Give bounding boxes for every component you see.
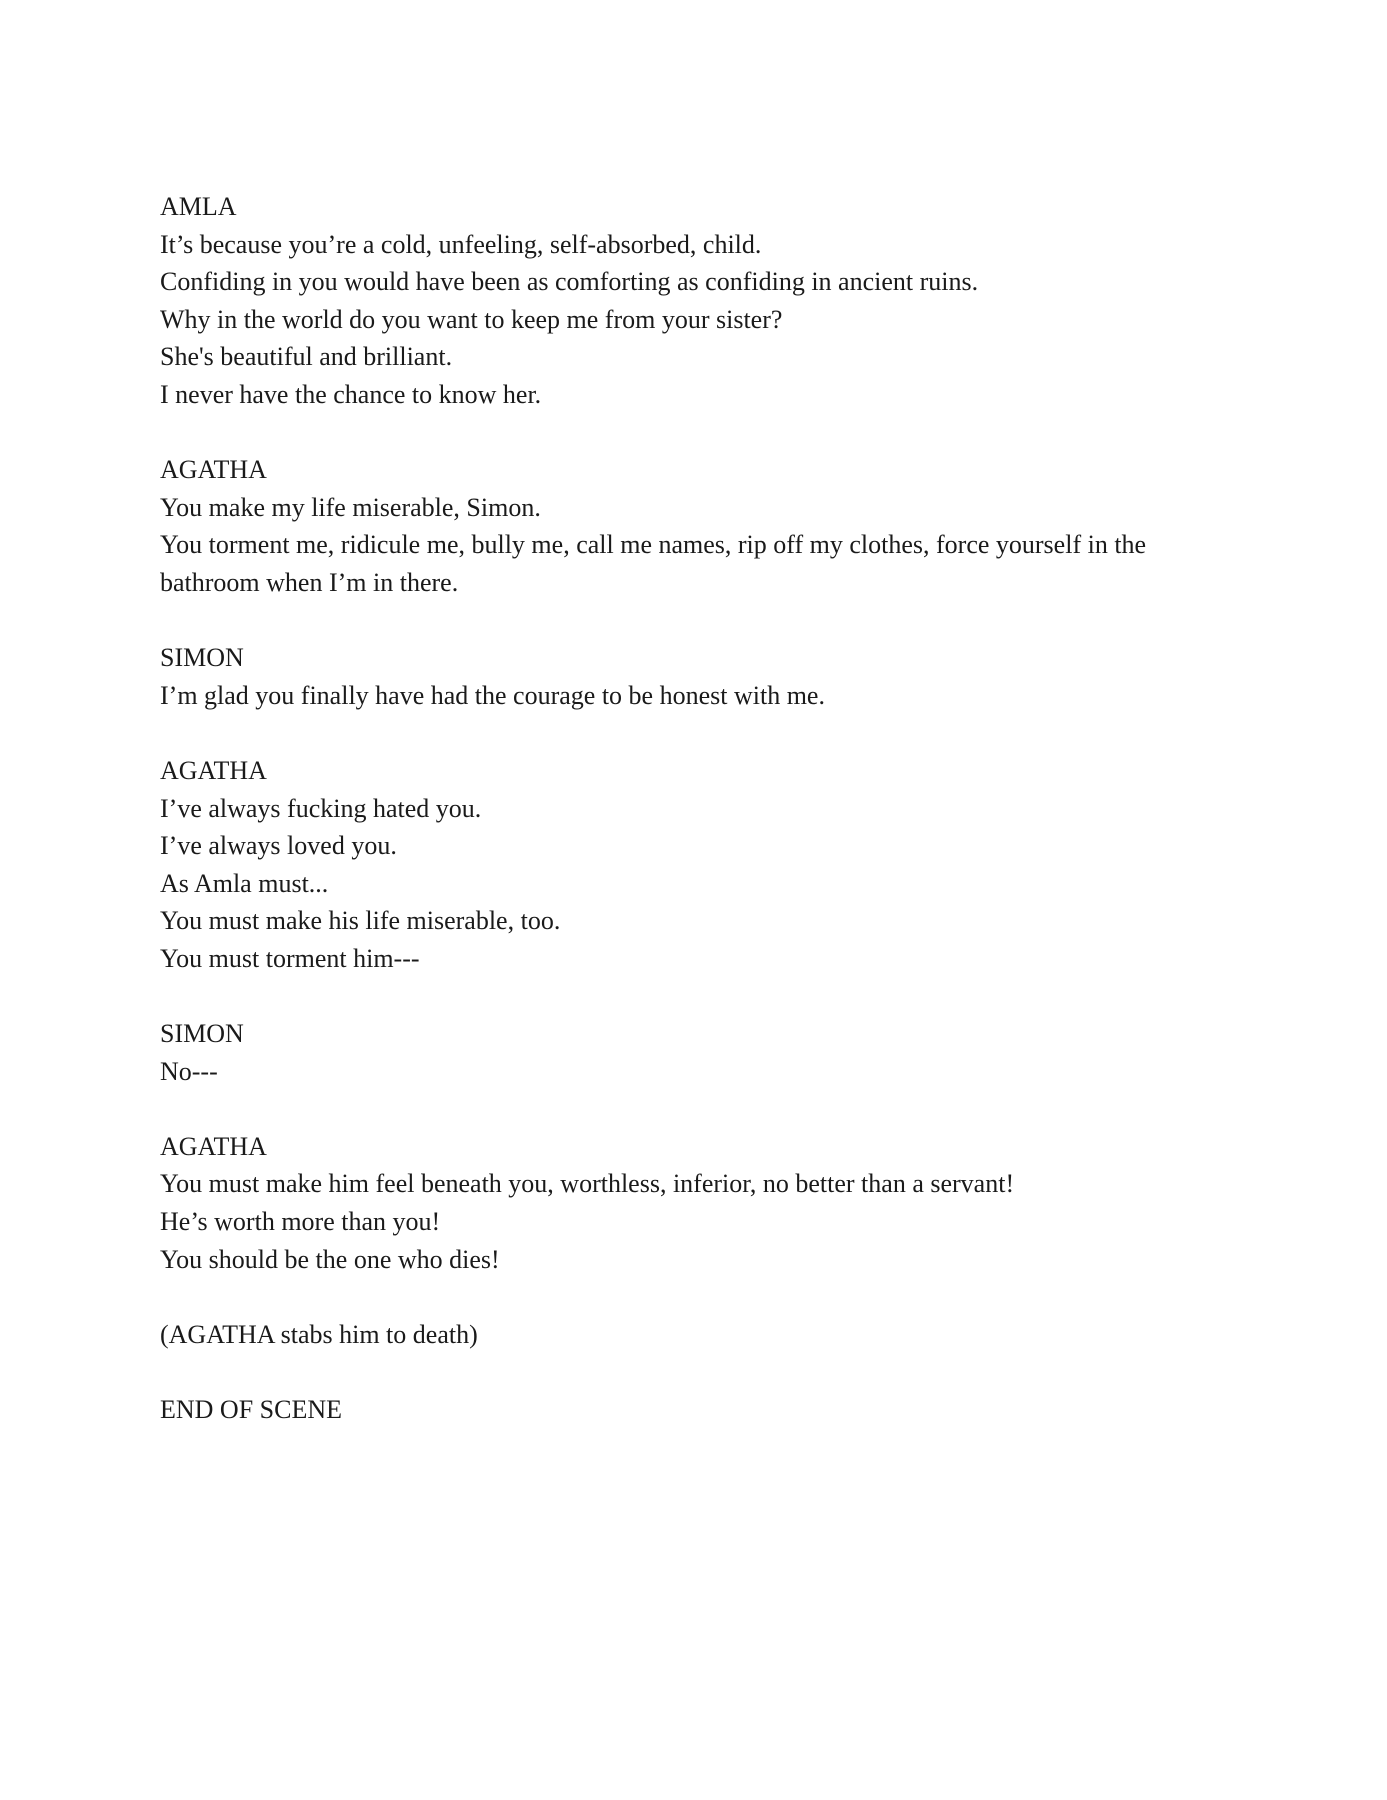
dialogue-line: I never have the chance to know her. [160,379,542,409]
dialogue-line: She's beautiful and brilliant. [160,342,453,372]
speaker-name: AGATHA [160,455,267,485]
dialogue-line: You torment me, ridicule me, bully me, call me names, rip off my clothes, force yourself in the bathroom when I’m in there. [160,530,1147,597]
speaker-name: SIMON [160,1019,244,1049]
dialogue-line: You make my life miserable, Simon. [160,492,541,522]
speaker-name: AGATHA [160,755,267,785]
dialogue-block-agatha [160,1128,1240,1278]
script-page [160,188,1240,1466]
end-of-scene [160,1391,1240,1429]
dialogue-line: It’s because you’re a cold, unfeeling, self-absorbed, child. [160,229,762,259]
dialogue-line: Why in the world do you want to keep me from your sister? [160,304,783,334]
dialogue-line: He’s worth more than you! [160,1207,441,1237]
dialogue-line: I’ve always fucking hated you. [160,793,482,823]
dialogue-line: You must make him feel beneath you, worthless, inferior, no better than a servant! [160,1169,1015,1199]
dialogue-block-simon [160,1015,1240,1090]
speaker-name: AMLA [160,192,237,221]
dialogue-block-agatha [160,451,1240,601]
stage-direction [160,1316,1240,1354]
dialogue-line: I’ve always loved you. [160,831,397,861]
dialogue-block-simon [160,639,1240,714]
dialogue-line: You must make his life miserable, too. [160,906,561,936]
stage-direction-text: (AGATHA stabs him to death) [160,1319,478,1349]
dialogue-line: You should be the one who dies! [160,1244,500,1274]
end-of-scene-text: END OF SCENE [160,1395,343,1424]
dialogue-line: You must torment him--- [160,943,420,973]
speaker-name: SIMON [160,643,244,673]
dialogue-line: I’m glad you finally have had the courage to be honest with me. [160,680,825,710]
dialogue-line: No--- [160,1056,218,1086]
speaker-name: AGATHA [160,1131,267,1161]
dialogue-line: Confiding in you would have been as comforting as confiding in ancient ruins. [160,267,979,297]
dialogue-block-agatha [160,752,1240,978]
dialogue-block-amla [160,188,1240,414]
dialogue-line: As Amla must... [160,868,329,898]
